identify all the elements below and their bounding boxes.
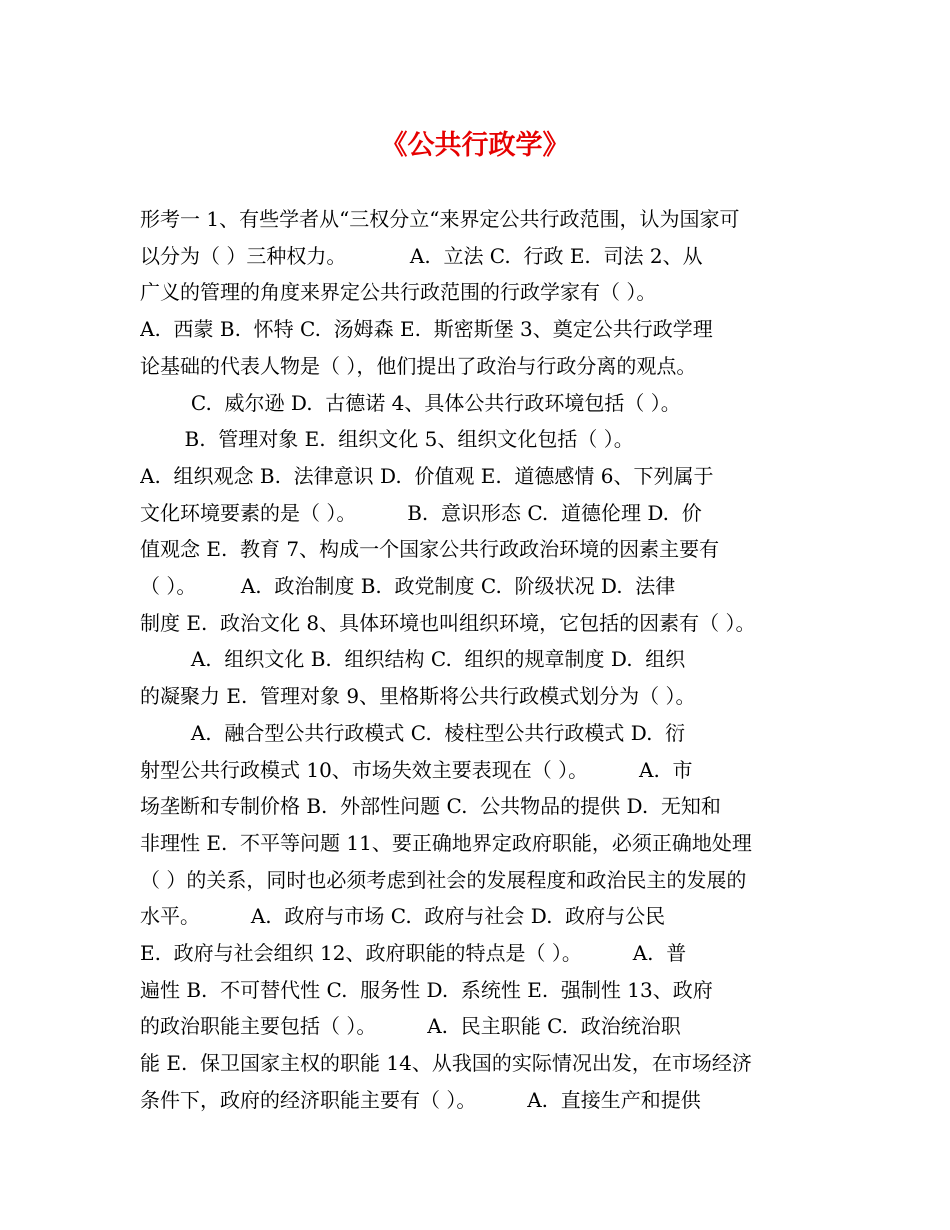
- text-line: 以分为（ ）三种权力。 A. 立法 C. 行政 E. 司法 2、从: [140, 243, 703, 268]
- text-line: 非理性 E. 不平等问题 11、要正确地界定政府职能，必须正确地处理: [140, 830, 752, 855]
- text-line: 值观念 E. 教育 7、构成一个国家公共行政政治环境的因素主要有: [140, 537, 720, 562]
- text-line: 的凝聚力 E. 管理对象 9、里格斯将公共行政模式划分为（ ）。: [140, 684, 696, 709]
- text-line: 形考一 1、有些学者从“三权分立“来界定公共行政范围，认为国家可: [140, 207, 740, 231]
- text-line: E. 政府与社会组织 12、政府职能的特点是（ ）。 A. 普: [140, 941, 687, 965]
- text-line: 场垄断和专制价格 B. 外部性问题 C. 公共物品的提供 D. 无知和: [140, 794, 721, 819]
- text-line: B. 管理对象 E. 组织文化 5、组织文化包括（ ）。: [140, 427, 634, 452]
- text-line: A. 西蒙 B. 怀特 C. 汤姆森 E. 斯密斯堡 3、奠定公共行政学理: [140, 317, 713, 342]
- text-line: 条件下，政府的经济职能主要有（ ）。 A. 直接生产和提供: [140, 1087, 701, 1112]
- text-line: C. 威尔逊 D. 古德诺 4、具体公共行政环境包括（ ）。: [140, 390, 681, 415]
- text-line: A. 组织观念 B. 法律意识 D. 价值观 E. 道德感情 6、下列属于: [140, 463, 714, 488]
- document-title: 《公共行政学》: [380, 130, 570, 161]
- text-line: 遍性 B. 不可替代性 C. 服务性 D. 系统性 E. 强制性 13、政府: [140, 977, 713, 1002]
- text-line: A. 组织文化 B. 组织结构 C. 组织的规章制度 D. 组织: [140, 647, 686, 672]
- text-line: A. 融合型公共行政模式 C. 棱柱型公共行政模式 D. 衍: [140, 720, 686, 745]
- text-line: 射型公共行政模式 10、市场失效主要表现在（ ）。 A. 市: [140, 757, 693, 782]
- text-line: 的政治职能主要包括（ ）。 A. 民主职能 C. 政治统治职: [140, 1014, 681, 1039]
- text-line: 广义的管理的角度来界定公共行政范围的行政学家有（ ）。: [140, 280, 657, 305]
- text-line: 文化环境要素的是（ ）。 B. 意识形态 C. 道德伦理 D. 价: [140, 500, 702, 525]
- text-line: 水平。 A. 政府与市场 C. 政府与社会 D. 政府与公民: [140, 904, 666, 929]
- text-line: 论基础的代表人物是（ ），他们提出了政治与行政分离的观点。: [140, 353, 697, 378]
- text-line: （ ）的关系，同时也必须考虑到社会的发展程度和政治民主的发展的: [140, 867, 747, 892]
- text-line: （ ）。 A. 政治制度 B. 政党制度 C. 阶级状况 D. 法律: [140, 574, 676, 598]
- text-line: 能 E. 保卫国家主权的职能 14、从我国的实际情况出发，在市场经济: [140, 1051, 752, 1076]
- text-line: 制度 E. 政治文化 8、具体环境也叫组织环境，它包括的因素有（ ）。: [140, 610, 756, 635]
